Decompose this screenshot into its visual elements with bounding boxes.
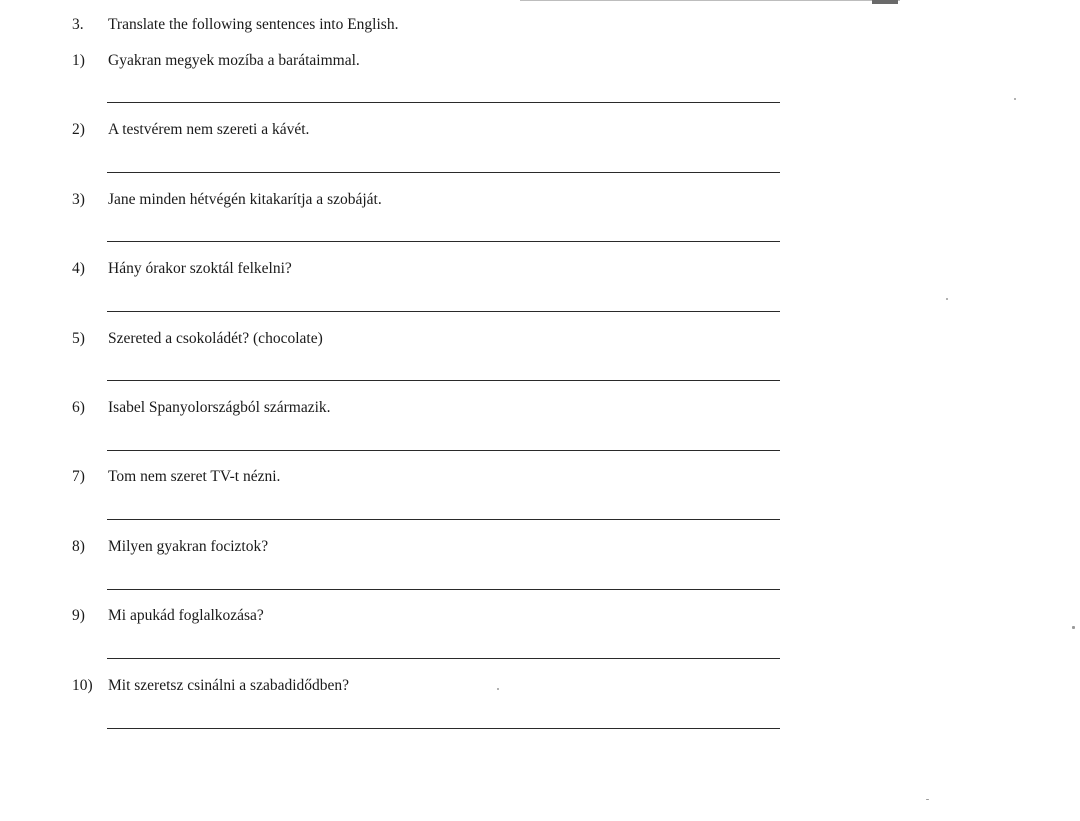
- answer-line-5[interactable]: [107, 380, 780, 381]
- sentence-number: 4): [72, 260, 85, 277]
- exercise-instruction-text: Translate the following sentences into English.: [108, 16, 399, 33]
- answer-line-3[interactable]: [107, 241, 780, 242]
- sentence-number: 8): [72, 538, 85, 555]
- sentence-item-6: [72, 399, 331, 417]
- answer-line-7[interactable]: [107, 519, 780, 520]
- sentence-text: A testvérem nem szereti a kávét.: [108, 121, 310, 138]
- sentence-number: 9): [72, 607, 85, 624]
- sentence-text: Szereted a csokoládét? (chocolate): [108, 330, 323, 347]
- sentence-text: Mi apukád foglalkozása?: [108, 607, 264, 624]
- sentence-text: Mit szeretsz csinálni a szabadidődben?: [108, 677, 350, 694]
- sentence-text: Hány órakor szoktál felkelni?: [108, 260, 292, 277]
- sentence-number: 7): [72, 468, 85, 485]
- sentence-text: Tom nem szeret TV-t nézni.: [108, 468, 281, 485]
- sentence-item-4: [72, 260, 292, 278]
- top-edge-remnant: [520, 0, 900, 5]
- sentence-text: Isabel Spanyolországból származik.: [108, 399, 331, 416]
- answer-line-10[interactable]: [107, 728, 780, 729]
- sentence-item-1: [72, 52, 360, 70]
- top-edge-mark: [872, 0, 898, 4]
- scan-speck: [946, 298, 948, 300]
- scan-speck: [497, 688, 499, 690]
- sentence-text: Gyakran megyek mozíba a barátaimmal.: [108, 52, 360, 69]
- answer-line-9[interactable]: [107, 658, 780, 659]
- sentence-item-9: [72, 607, 264, 625]
- sentence-text: Milyen gyakran fociztok?: [108, 538, 269, 555]
- exercise-instruction: [72, 16, 398, 34]
- answer-line-4[interactable]: [107, 311, 780, 312]
- scan-speck: [1072, 626, 1075, 629]
- sentence-item-10: [72, 677, 349, 695]
- answer-line-8[interactable]: [107, 589, 780, 590]
- sentence-number: 10): [72, 677, 93, 694]
- sentence-item-2: [72, 121, 309, 139]
- sentence-item-3: [72, 191, 382, 209]
- sentence-item-8: [72, 538, 268, 556]
- sentence-number: 3): [72, 191, 85, 208]
- sentence-number: 2): [72, 121, 85, 138]
- sentence-number: 6): [72, 399, 85, 416]
- sentence-text: Jane minden hétvégén kitakarítja a szobáját.: [108, 191, 382, 208]
- answer-line-6[interactable]: [107, 450, 780, 451]
- sentence-number: 5): [72, 330, 85, 347]
- scan-speck: [1014, 98, 1016, 100]
- answer-line-1[interactable]: [107, 102, 780, 103]
- sentence-item-7: [72, 468, 280, 486]
- sentence-number: 1): [72, 52, 85, 69]
- sentence-item-5: [72, 330, 323, 348]
- exercise-number: 3.: [72, 16, 84, 33]
- scan-speck: [926, 799, 929, 800]
- answer-line-2[interactable]: [107, 172, 780, 173]
